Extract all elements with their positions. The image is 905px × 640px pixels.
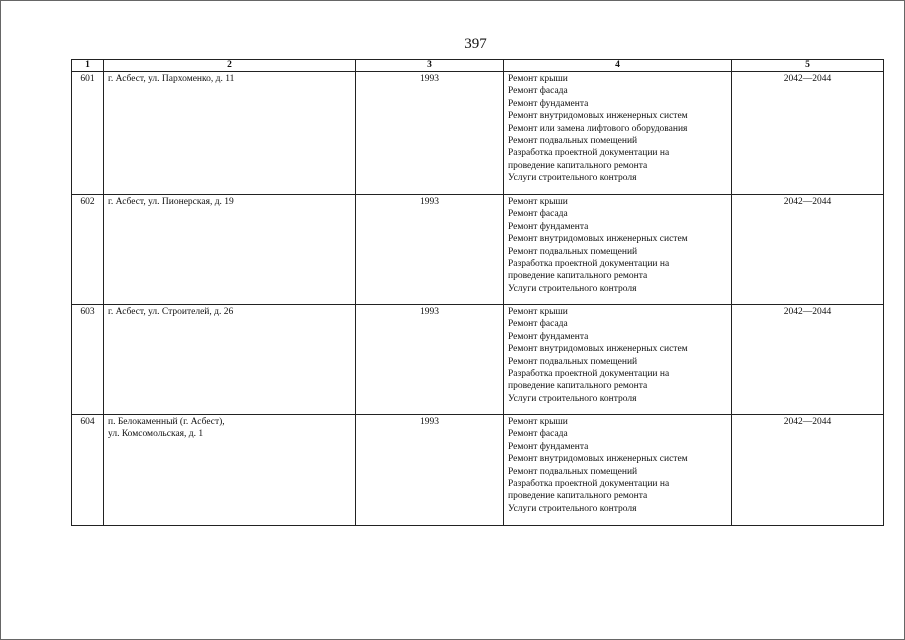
work-item: Ремонт подвальных помещений: [508, 136, 638, 147]
work-item: проведение капитального ремонта: [508, 491, 648, 502]
work-item: проведение капитального ремонта: [508, 160, 648, 171]
capital-repair-table: [71, 59, 884, 526]
header-row: [72, 60, 884, 72]
work-item: Ремонт внутридомовых инженерных систем: [508, 111, 688, 122]
work-item: Ремонт фундамента: [508, 331, 589, 342]
table-row: [72, 305, 884, 415]
page-number: 397: [464, 36, 487, 52]
work-item: Ремонт подвальных помещений: [508, 356, 638, 367]
address-line: г. Асбест, ул. Пионерская, д. 19: [108, 197, 234, 207]
row-number: 604: [72, 415, 104, 526]
work-item: Ремонт подвальных помещений: [508, 466, 638, 477]
year-cell: 1993: [356, 305, 504, 415]
work-item: Ремонт подвальных помещений: [508, 246, 638, 257]
period-cell: 2042—2044: [732, 305, 884, 415]
work-item: Ремонт фасада: [508, 209, 568, 220]
work-item: Ремонт крыши: [508, 74, 568, 84]
work-item: Ремонт фундамента: [508, 98, 589, 109]
table-row: [72, 195, 884, 305]
address-line: г. Асбест, ул. Строителей, д. 26: [108, 307, 234, 317]
address-cell: [104, 305, 356, 415]
header-col-1: 1: [72, 60, 104, 72]
work-item: Ремонт фасада: [508, 429, 568, 440]
work-item: Ремонт внутридомовых инженерных систем: [508, 344, 688, 355]
work-item: Ремонт фундамента: [508, 221, 589, 232]
work-item: Ремонт крыши: [508, 197, 568, 207]
period-cell: 2042—2044: [732, 195, 884, 305]
row-number: 603: [72, 305, 104, 415]
work-item: Услуги строительного контроля: [508, 503, 637, 514]
header-col-4: 4: [504, 60, 732, 72]
period-cell: 2042—2044: [732, 72, 884, 195]
work-item: Ремонт внутридомовых инженерных систем: [508, 454, 688, 465]
work-item: Услуги строительного контроля: [508, 283, 637, 294]
address-line: ул. Комсомольская, д. 1: [108, 429, 204, 440]
work-item: Разработка проектной документации на: [508, 259, 670, 270]
work-item: Услуги строительного контроля: [508, 393, 637, 404]
works-cell: [504, 195, 732, 305]
work-item: Ремонт внутридомовых инженерных систем: [508, 234, 688, 245]
header-col-5: 5: [732, 60, 884, 72]
period-cell: 2042—2044: [732, 415, 884, 526]
work-item: Ремонт или замена лифтового оборудования: [508, 123, 688, 134]
work-item: Ремонт фасада: [508, 319, 568, 330]
work-item: проведение капитального ремонта: [508, 381, 648, 392]
year-cell: 1993: [356, 195, 504, 305]
header-col-3: 3: [356, 60, 504, 72]
table-row: [72, 415, 884, 526]
work-item: Разработка проектной документации на: [508, 479, 670, 490]
address-line: г. Асбест, ул. Пархоменко, д. 11: [108, 74, 235, 84]
address-line: п. Белокаменный (г. Асбест),: [108, 417, 225, 427]
address-cell: [104, 415, 356, 526]
work-item: проведение капитального ремонта: [508, 271, 648, 282]
header-col-2: 2: [104, 60, 356, 72]
year-cell: 1993: [356, 415, 504, 526]
works-cell: [504, 72, 732, 195]
work-item: Ремонт крыши: [508, 307, 568, 317]
work-item: Ремонт крыши: [508, 417, 568, 427]
table-row: [72, 72, 884, 195]
works-cell: [504, 305, 732, 415]
work-item: Разработка проектной документации на: [508, 369, 670, 380]
row-number: 601: [72, 72, 104, 195]
works-cell: [504, 415, 732, 526]
work-item: Ремонт фундамента: [508, 441, 589, 452]
year-cell: 1993: [356, 72, 504, 195]
work-item: Ремонт фасада: [508, 86, 568, 97]
work-item: Услуги строительного контроля: [508, 173, 637, 184]
work-item: Разработка проектной документации на: [508, 148, 670, 159]
address-cell: [104, 195, 356, 305]
address-cell: [104, 72, 356, 195]
row-number: 602: [72, 195, 104, 305]
